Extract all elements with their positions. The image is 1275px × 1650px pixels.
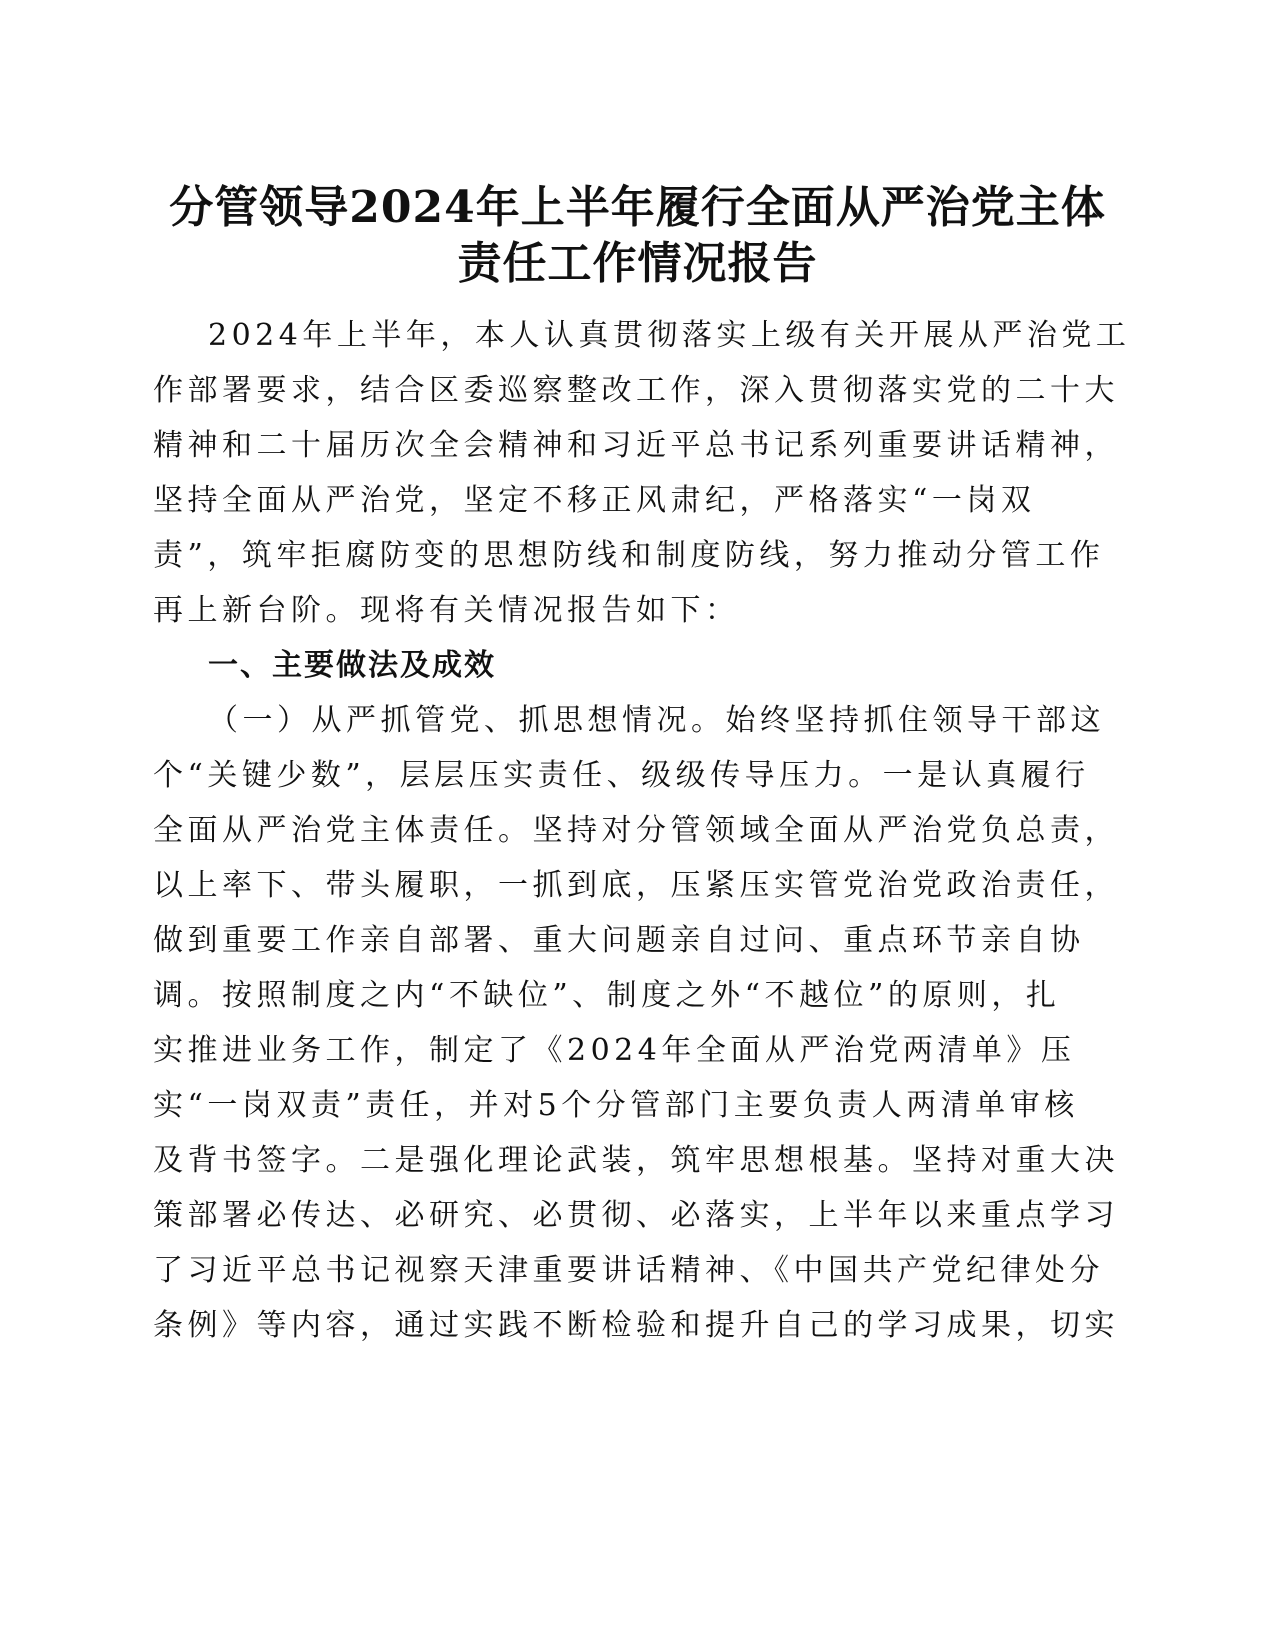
body-line: 实推进业务工作，制定了《2024年全面从严治党两清单》压	[153, 1033, 1076, 1068]
body-line: 做到重要工作亲自部署、重大问题亲自过问、重点环节亲自协	[153, 923, 1085, 958]
body-line: 个“关键少数”，层层压实责任、级级传导压力。一是认真履行	[153, 758, 1090, 793]
body-line: 了习近平总书记视察天津重要讲话精神、《中国共产党纪律处分	[153, 1253, 1104, 1288]
body-line: 精神和二十届历次全会精神和习近平总书记系列重要讲话精神，	[153, 428, 1119, 463]
body-line: 坚持全面从严治党，坚定不移正风肃纪，严格落实“一岗双	[153, 483, 1036, 518]
body-line: 再上新台阶。现将有关情况报告如下：	[153, 593, 740, 628]
body-line: 实“一岗双责”责任，并对5个分管部门主要负责人两清单审核	[153, 1088, 1079, 1123]
body-line: 及背书签字。二是强化理论武装，筑牢思想根基。坚持对重大决	[153, 1143, 1119, 1178]
body-line: 条例》等内容，通过实践不断检验和提升自己的学习成果，切实	[153, 1308, 1119, 1343]
body-line: 责”，筑牢拒腐防变的思想防线和制度防线，努力推动分管工作	[153, 538, 1105, 573]
body-line: 调。按照制度之内“不缺位”、制度之外“不越位”的原则，扎	[153, 978, 1061, 1013]
body-line: 策部署必传达、必研究、必贯彻、必落实，上半年以来重点学习	[153, 1198, 1119, 1233]
body-line: 2024年上半年，本人认真贯彻落实上级有关开展从严治党工	[208, 318, 1131, 353]
subsection-lead-line: （一）从严抓管党、抓思想情况。始终坚持抓住领导干部这	[208, 703, 1105, 738]
body-line: 全面从严治党主体责任。坚持对分管领域全面从严治党负总责，	[153, 813, 1119, 848]
section-heading: 一、主要做法及成效	[208, 648, 496, 683]
body-line: 作部署要求，结合区委巡察整改工作，深入贯彻落实党的二十大	[153, 373, 1119, 408]
document-title-line-1: 分管领导2024年上半年履行全面从严治党主体	[169, 182, 1106, 233]
body-line: 以上率下、带头履职，一抓到底，压紧压实管党治党政治责任，	[153, 868, 1119, 903]
document-title-line-2: 责任工作情况报告	[457, 238, 818, 289]
